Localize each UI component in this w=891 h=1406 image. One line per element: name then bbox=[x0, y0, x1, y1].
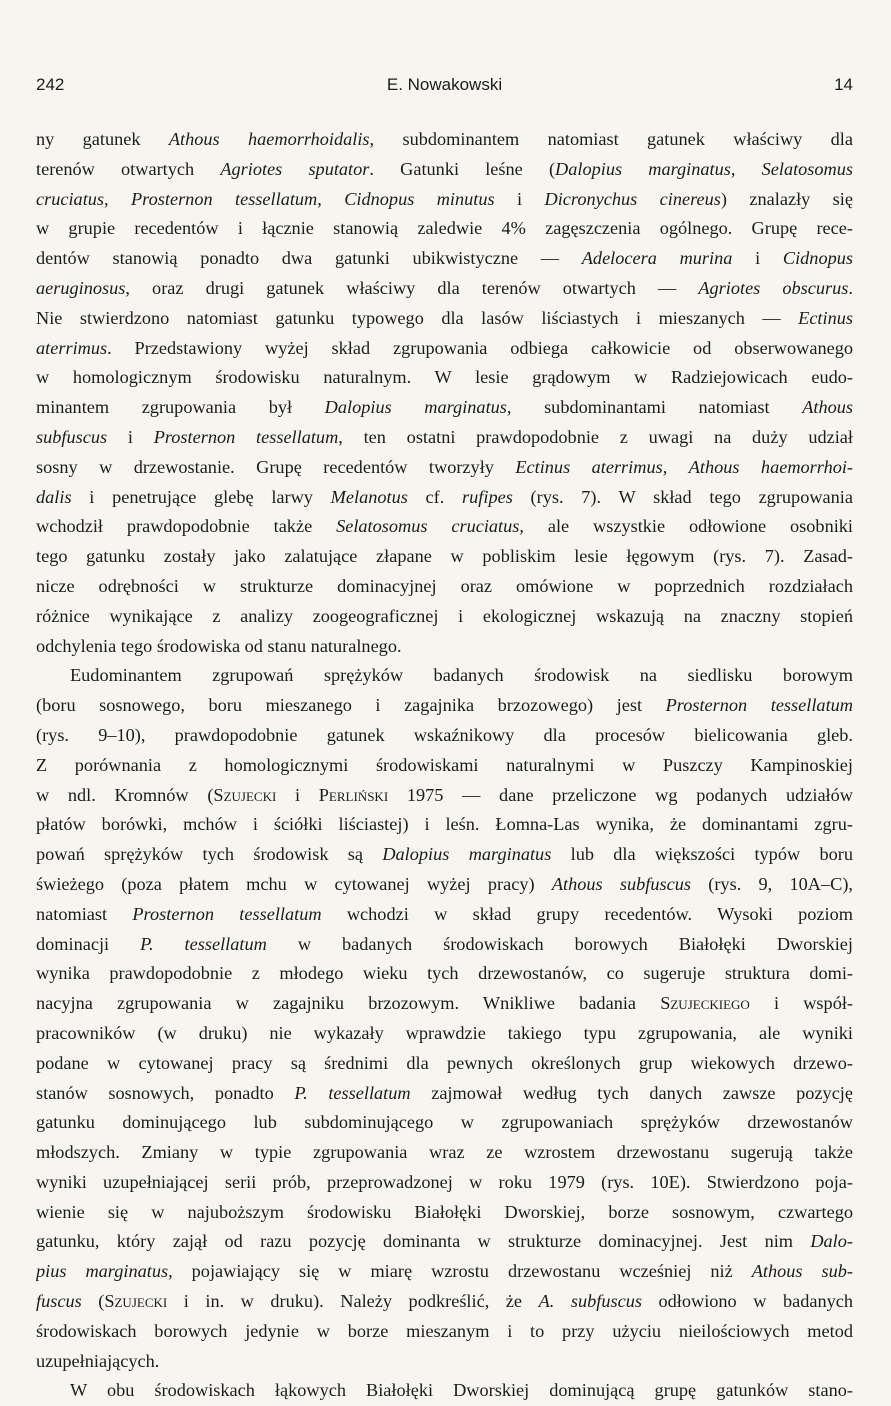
text-line bbox=[36, 423, 853, 453]
text-run: , oraz drugi gatunek właściwy dla terenów otwartych — bbox=[125, 277, 699, 298]
text-run: (rys. 7). W skład tego zgrupowania bbox=[512, 486, 853, 507]
text-run: pracowników (w druku) nie wykazały wprawdzie takiego typu zgrupowania, ale wyniki bbox=[36, 1022, 853, 1043]
text-line bbox=[36, 572, 853, 602]
text-line bbox=[36, 1257, 853, 1287]
text-line bbox=[36, 1138, 853, 1168]
text-run: dentów stanowią ponadto dwa gatunki ubikwistyczne — bbox=[36, 248, 582, 269]
text-run: w ndl. Kromnów ( bbox=[36, 784, 214, 805]
text-line bbox=[36, 483, 853, 513]
text-run: minantem zgrupowania był bbox=[36, 397, 325, 418]
text-line bbox=[36, 1198, 853, 1228]
text-run: tego gatunku zostały jako zalatujące złapane w pobliskim lesie łęgowym (rys. 7). Zasad- bbox=[36, 546, 853, 567]
text-line bbox=[36, 1049, 853, 1079]
italic-species-name: Athous sub- bbox=[751, 1261, 853, 1282]
text-run: powań sprężyków tych środowisk są bbox=[36, 844, 383, 865]
text-run: młodszych. Zmiany w typie zgrupowania wraz ze wzrostem drzewostanu sugerują także bbox=[36, 1142, 853, 1163]
text-run: , bbox=[730, 158, 762, 179]
text-line bbox=[36, 661, 853, 691]
italic-species-name: Cidnopus minutus bbox=[344, 188, 495, 209]
text-line bbox=[36, 781, 853, 811]
italic-species-name: cruciatus bbox=[36, 188, 105, 209]
text-run: nicze odrębności w strukturze dominacyjnej oraz omówione w poprzednich rozdziałach bbox=[36, 575, 853, 596]
text-run: wienie się w najuboższym środowisku Białołęki Dworskiej, borze sosnowym, czwartego bbox=[36, 1201, 853, 1222]
italic-species-name: P. tessellatum bbox=[294, 1082, 411, 1103]
text-line bbox=[36, 155, 853, 185]
author-name: Szujecki bbox=[104, 1291, 168, 1312]
text-line bbox=[36, 1019, 853, 1049]
text-run: i bbox=[732, 248, 783, 269]
text-run: 1975 — dane przeliczone wg podanych udziałów bbox=[388, 784, 853, 805]
text-line bbox=[36, 244, 853, 274]
text-line bbox=[36, 632, 853, 662]
text-run: i penetrujące glebę larwy bbox=[71, 486, 331, 507]
text-run: lub dla większości typów boru bbox=[551, 844, 853, 865]
italic-species-name: Dicronychus cinereus bbox=[544, 188, 721, 209]
text-line bbox=[36, 930, 853, 960]
text-run: gatunku dominującego lub subdominującego w zgrupowaniach sprężyków drzewostanów bbox=[36, 1112, 853, 1133]
text-line bbox=[36, 304, 853, 334]
text-line bbox=[36, 185, 853, 215]
text-run: w homologicznym środowisku naturalnym. W lesie grądowym w Radziejowicach eudo- bbox=[36, 367, 853, 388]
text-run: , ale wszystkie odłowione osobniki bbox=[519, 516, 853, 537]
text-run: terenów otwartych bbox=[36, 158, 221, 179]
italic-species-name: Cidnopus bbox=[782, 248, 853, 269]
body-text bbox=[36, 125, 853, 1406]
text-run: środowiskach borowych jedynie w borze mieszanym i to przy użyciu nieilościowych metod bbox=[36, 1320, 853, 1341]
text-line bbox=[36, 751, 853, 781]
text-run: ( bbox=[81, 1291, 105, 1312]
text-run: cf. bbox=[407, 486, 463, 507]
page-number-left: 242 bbox=[36, 75, 65, 94]
text-run: , bbox=[104, 188, 132, 209]
text-line bbox=[36, 691, 853, 721]
author-name: Perliński bbox=[318, 784, 389, 805]
italic-species-name: Selatosomus bbox=[761, 158, 853, 179]
text-run: stanów sosnowych, ponadto bbox=[36, 1082, 295, 1103]
text-run: wynika prawdopodobnie z młodego wieku tych drzewostanów, co sugeruje struktura domi- bbox=[36, 963, 853, 984]
text-line bbox=[36, 721, 853, 751]
text-run: zajmował według tych danych zawsze pozycję bbox=[410, 1082, 853, 1103]
text-run: w badanych środowiskach borowych Białołęki Dworskiej bbox=[266, 933, 853, 954]
italic-species-name: A. subfuscus bbox=[538, 1291, 642, 1312]
author-name: Szujeckiego bbox=[660, 993, 750, 1014]
italic-species-name: Prosternon tessellatum bbox=[132, 903, 322, 924]
text-line bbox=[36, 542, 853, 572]
italic-species-name: Athous haemorrhoi- bbox=[688, 456, 853, 477]
text-run: odchylenia tego środowiska od stanu naturalnego. bbox=[36, 635, 402, 656]
text-line bbox=[36, 363, 853, 393]
italic-species-name: Dalopius marginatus bbox=[382, 844, 552, 865]
text-line bbox=[36, 870, 853, 900]
text-run: , subdominantem natomiast gatunek właściwy dla bbox=[369, 129, 853, 149]
text-run: i bbox=[107, 426, 154, 447]
italic-species-name: Agriotes obscurus bbox=[698, 277, 849, 298]
text-run: wchodził prawdopodobnie także bbox=[36, 516, 337, 537]
text-line bbox=[36, 1168, 853, 1198]
running-title: E. Nowakowski bbox=[386, 75, 503, 94]
running-header bbox=[36, 75, 853, 105]
text-run: . Przedstawiony wyżej skład zgrupowania odbiega całkowicie od obserwowanego bbox=[107, 337, 853, 358]
text-line bbox=[36, 959, 853, 989]
author-name: Szujecki bbox=[213, 784, 277, 805]
italic-species-name: fuscus bbox=[36, 1291, 82, 1312]
italic-species-name: Dalopius marginatus bbox=[555, 158, 731, 179]
text-line bbox=[36, 900, 853, 930]
italic-species-name: Dalo- bbox=[810, 1231, 853, 1252]
italic-species-name: rufipes bbox=[462, 486, 513, 507]
text-run: ny gatunek bbox=[36, 129, 169, 149]
text-line bbox=[36, 334, 853, 364]
text-run: wyniki uzupełniającej serii prób, przeprowadzonej w roku 1979 (rys. 10E). Stwierdzono poja- bbox=[36, 1171, 853, 1192]
text-run: Nie stwierdzono natomiast gatunku typowego dla lasów liściastych i mieszanych — bbox=[36, 307, 799, 328]
text-run: w grupie recedentów i łącznie stanowią zaledwie 4% zagęszczenia ogólnego. Grupę rece- bbox=[36, 218, 853, 239]
italic-species-name: Athous bbox=[802, 397, 853, 418]
text-run: odłowiono w badanych bbox=[641, 1291, 853, 1312]
text-line bbox=[36, 125, 853, 155]
text-run: gatunku, który zajął od razu pozycję dominanta w strukturze dominacyjnej. Jest nim bbox=[36, 1231, 811, 1252]
text-run: Z porównania z homologicznymi środowiskami naturalnymi w Puszczy Kampinoskiej bbox=[36, 754, 853, 775]
italic-species-name: pius marginatus bbox=[36, 1261, 169, 1282]
text-line bbox=[36, 810, 853, 840]
text-run: , bbox=[317, 188, 345, 209]
text-run: Eudominantem zgrupowań sprężyków badanych środowisk na siedlisku borowym bbox=[70, 665, 853, 686]
italic-species-name: Dalopius marginatus bbox=[324, 397, 507, 418]
text-line bbox=[36, 393, 853, 423]
text-line bbox=[36, 274, 853, 304]
text-run: uzupełniających. bbox=[36, 1350, 160, 1371]
italic-species-name: Athous subfuscus bbox=[551, 873, 691, 894]
text-run: świeżego (poza płatem mchu w cytowanej wyżej pracy) bbox=[36, 873, 552, 894]
page-number-right: 14 bbox=[834, 75, 853, 94]
text-run: podane w cytowanej pracy są średnimi dla pewnych określonych grup wiekowych drzewo- bbox=[36, 1052, 853, 1073]
text-run: natomiast bbox=[36, 903, 133, 924]
text-run: , pojawiający się w miarę wzrostu drzewostanu wcześniej niż bbox=[168, 1261, 752, 1282]
text-run: W obu środowiskach łąkowych Białołęki Dworskiej dominującą grupę gatunków stano- bbox=[70, 1380, 853, 1401]
text-run: (rys. 9–10), prawdopodobnie gatunek wskaźnikowy dla procesów bielicowania gleb. bbox=[36, 724, 853, 745]
italic-species-name: Ectinus aterrimus bbox=[515, 456, 663, 477]
italic-species-name: Melanotus bbox=[330, 486, 408, 507]
text-run: różnice wynikające z analizy zoogeograficznej i ekologicznej wskazują na znaczny stopień bbox=[36, 605, 853, 626]
text-line bbox=[36, 512, 853, 542]
text-run: dominacji bbox=[36, 933, 141, 954]
text-line bbox=[36, 840, 853, 870]
italic-species-name: Agriotes sputator bbox=[220, 158, 370, 179]
italic-species-name: P. tessellatum bbox=[140, 933, 267, 954]
italic-species-name: aterrimus bbox=[36, 337, 108, 358]
italic-species-name: subfuscus bbox=[36, 426, 108, 447]
text-run: i współ- bbox=[749, 993, 853, 1014]
italic-species-name: Athous haemorrhoidalis bbox=[168, 129, 370, 149]
text-run: , ten ostatni prawdopodobnie z uwagi na duży udział bbox=[338, 426, 853, 447]
text-line bbox=[36, 453, 853, 483]
text-run: , bbox=[662, 456, 689, 477]
text-run: i bbox=[494, 188, 545, 209]
italic-species-name: dalis bbox=[36, 486, 72, 507]
text-run: ) znalazły się bbox=[720, 188, 853, 209]
italic-species-name: Prosternon tessellatum bbox=[153, 426, 339, 447]
text-line bbox=[36, 989, 853, 1019]
text-line bbox=[36, 1376, 853, 1406]
italic-species-name: aeruginosus bbox=[36, 277, 126, 298]
italic-species-name: Prosternon tessellatum bbox=[665, 695, 853, 716]
text-line bbox=[36, 1317, 853, 1347]
text-line bbox=[36, 1347, 853, 1377]
text-line bbox=[36, 1227, 853, 1257]
text-run: . bbox=[848, 277, 853, 298]
text-line bbox=[36, 1287, 853, 1317]
text-run: (rys. 9, 10A–C), bbox=[690, 873, 853, 894]
text-run: (boru sosnowego, boru mieszanego i zagajnika brzozowego) jest bbox=[36, 695, 666, 716]
text-line bbox=[36, 1108, 853, 1138]
text-line bbox=[36, 214, 853, 244]
text-run: płatów borówki, mchów i ściółki liściastej) i leśn. Łomna-Las wynika, że dominantami zgru- bbox=[36, 814, 853, 835]
text-run: nacyjna zgrupowania w zagajniku brzozowym. Wnikliwe badania bbox=[36, 993, 661, 1014]
text-line bbox=[36, 1079, 853, 1109]
text-run: wchodzi w skład grupy recedentów. Wysoki poziom bbox=[321, 903, 853, 924]
text-run: sosny w drzewostanie. Grupę recedentów tworzyły bbox=[36, 456, 516, 477]
text-run: , subdominantami natomiast bbox=[506, 397, 803, 418]
text-run: i bbox=[276, 784, 319, 805]
text-run: . Gatunki leśne ( bbox=[369, 158, 556, 179]
italic-species-name: Selatosomus cruciatus bbox=[336, 516, 520, 537]
text-line bbox=[36, 602, 853, 632]
text-run: i in. w druku). Należy podkreślić, że bbox=[167, 1291, 539, 1312]
italic-species-name: Ectinus bbox=[798, 307, 853, 328]
italic-species-name: Adelocera murina bbox=[581, 248, 733, 269]
italic-species-name: Prosternon tessellatum bbox=[131, 188, 318, 209]
